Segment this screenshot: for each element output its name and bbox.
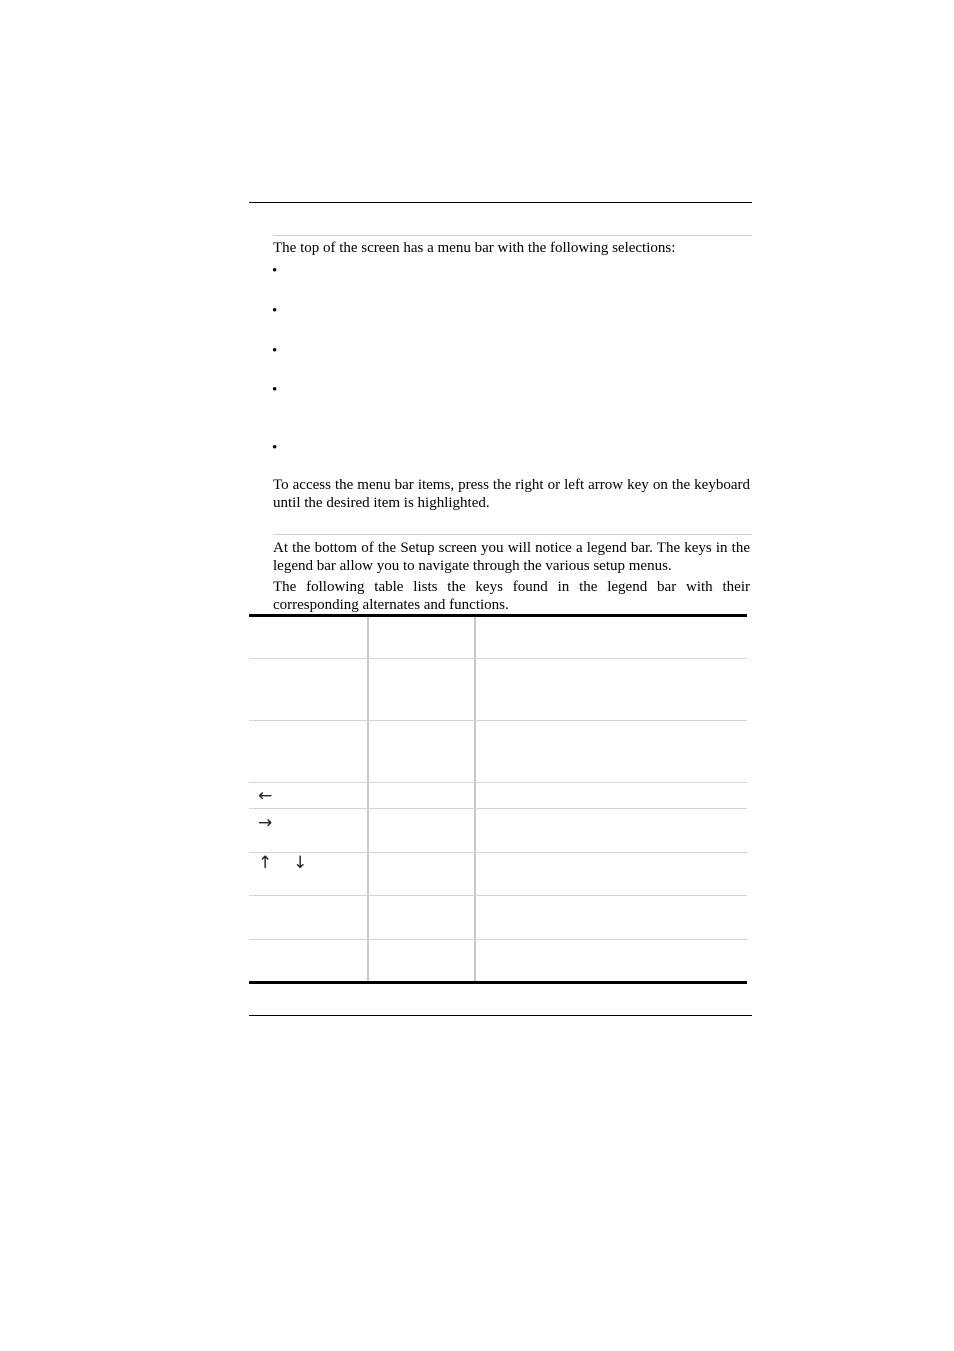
table-intro-paragraph: The following table lists the keys found in the legend bar with their corresponding alternates and functions. [273, 579, 750, 613]
bullet-item-5: • [272, 440, 278, 456]
bullet-item-2: • [272, 303, 278, 319]
table-row-divider [249, 895, 747, 896]
bullet-item-1: • [272, 263, 278, 279]
table-column-divider-1 [367, 617, 369, 981]
table-column-divider-2 [474, 617, 476, 981]
table-row-divider [249, 658, 747, 659]
footer-rule [249, 1015, 752, 1016]
table-row-divider [249, 720, 747, 721]
legend-paragraph: At the bottom of the Setup screen you will notice a legend bar. The keys in the legend bar allow you to navigate through the various setup menus. [273, 540, 750, 574]
section-divider-legend-bar [273, 534, 752, 535]
header-rule [249, 202, 752, 203]
intro-paragraph: The top of the screen has a menu bar with the following selections: [273, 240, 676, 256]
section-divider-menu-bar [273, 235, 752, 236]
table-row-divider [249, 852, 747, 853]
right-arrow-icon: → [258, 813, 273, 833]
legend-keys-table [249, 614, 747, 984]
bullet-item-3: • [272, 343, 278, 359]
down-arrow-icon: ↓ [293, 853, 308, 873]
table-bottom-border [249, 981, 747, 984]
table-row-divider [249, 782, 747, 783]
table-row-divider [249, 808, 747, 809]
left-arrow-icon: ← [258, 786, 273, 806]
table-row-divider [249, 939, 747, 940]
table-top-border [249, 614, 747, 617]
access-paragraph: To access the menu bar items, press the right or left arrow key on the keyboard until the desired item is highlighted. [273, 477, 750, 511]
up-arrow-icon: ↑ [258, 853, 273, 873]
bullet-item-4: • [272, 382, 278, 398]
